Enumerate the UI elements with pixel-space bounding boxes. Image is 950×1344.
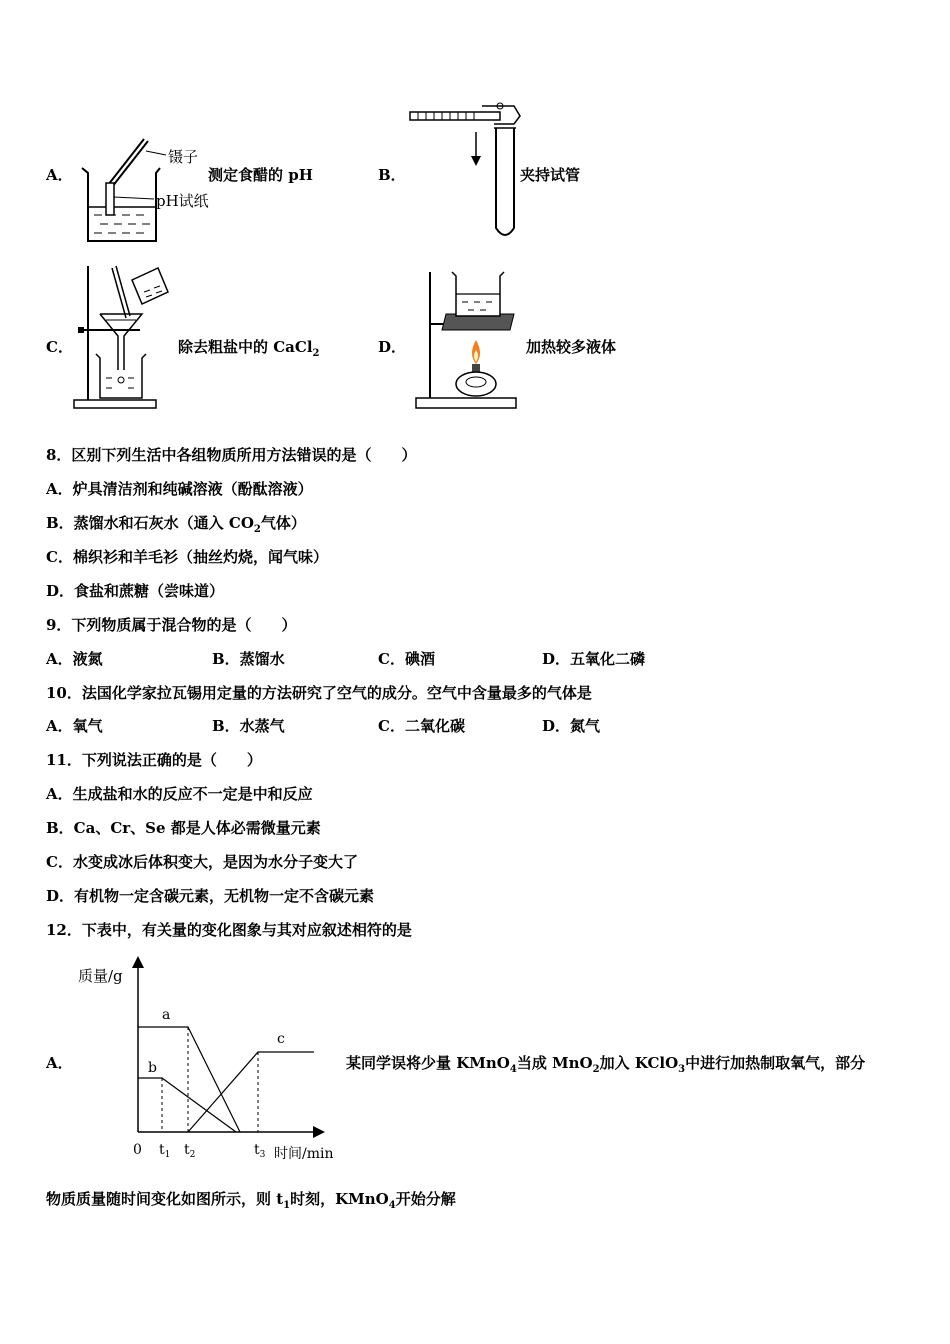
- q12-option-a-description: [346, 1054, 865, 1079]
- q9-stem: 9．下列物质属于混合物的是（ ）: [46, 616, 297, 634]
- series-a-label: a: [162, 1007, 171, 1023]
- t2-label: [184, 1142, 195, 1160]
- t1-label: [159, 1142, 170, 1160]
- t2-subscript: 2: [189, 1150, 196, 1160]
- q7-option-d-caption: 加热较多液体: [526, 338, 617, 356]
- t1-letter: t: [159, 1142, 165, 1158]
- desc2-sub-2: 4: [388, 1200, 396, 1211]
- q8-b-text-end: 气体）: [260, 514, 306, 532]
- heating-liquid-figure: [412, 266, 522, 414]
- series-a-line: [138, 1027, 240, 1132]
- t3-subscript: 3: [259, 1150, 266, 1160]
- q9-option-d: D．五氧化二磷: [542, 650, 646, 668]
- tweezers-label: 镊子: [168, 148, 199, 166]
- y-axis-label: 质量/g: [78, 967, 123, 985]
- desc2-part-1: 物质质量随时间变化如图所示，则 t: [46, 1190, 284, 1208]
- origin-label: 0: [133, 1142, 142, 1158]
- desc-sub-1: 4: [509, 1064, 517, 1075]
- q8-option-a: A．炉具清洁剂和纯碱溶液（酚酞溶液）: [46, 480, 313, 498]
- q12-option-a-letter: A．: [46, 1054, 73, 1072]
- t3-letter: t: [254, 1142, 260, 1158]
- q8-option-b: [46, 514, 306, 539]
- series-b-label: b: [148, 1060, 157, 1076]
- desc-sub-2: 2: [592, 1064, 600, 1075]
- q7-option-c-caption: [178, 338, 320, 363]
- q7-option-b-letter: B．: [378, 166, 406, 184]
- q10-option-b: B．水蒸气: [212, 717, 285, 735]
- mass-time-graph: [74, 955, 344, 1165]
- q8-b-subscript: 2: [253, 524, 261, 535]
- q11-stem: 11．下列说法正确的是（ ）: [46, 751, 262, 769]
- q12-stem: 12．下表中，有关量的变化图象与其对应叙述相符的是: [46, 921, 412, 939]
- series-b-line: [138, 1078, 236, 1132]
- desc2-sub-1: 1: [283, 1200, 291, 1211]
- q9-option-c: C．碘酒: [378, 650, 435, 668]
- q8-option-c: C．棉织衫和羊毛衫（抽丝灼烧，闻气味）: [46, 548, 328, 566]
- q11-option-b: B．Ca、Cr、Se 都是人体必需微量元素: [46, 819, 321, 837]
- q10-option-c: C．二氧化碳: [378, 717, 465, 735]
- series-c-label: c: [277, 1031, 285, 1047]
- q10-option-a: A．氧气: [46, 717, 103, 735]
- t3-label: [254, 1142, 266, 1160]
- q7-option-a-letter: A．: [46, 166, 73, 184]
- q7-option-c-letter: C．: [46, 338, 73, 356]
- t2-letter: t: [184, 1142, 190, 1158]
- desc-part-3: 加入 KClO: [599, 1054, 679, 1072]
- desc-part-1: 某同学误将少量 KMnO: [346, 1054, 510, 1072]
- desc2-part-3: 开始分解: [395, 1190, 456, 1208]
- q8-option-d: D．食盐和蔗糖（尝味道）: [46, 582, 225, 600]
- q7-option-a-caption: 测定食醋的 pH: [208, 166, 313, 184]
- t1-subscript: 1: [164, 1150, 171, 1160]
- q12-option-a-description-line2: [46, 1190, 456, 1215]
- caption-text: 除去粗盐中的 CaCl: [178, 338, 313, 356]
- q11-option-c: C．水变成冰后体积变大，是因为水分子变大了: [46, 853, 358, 871]
- q8-b-text: B．蒸馏水和石灰水（通入 CO: [46, 514, 254, 532]
- q9-option-b: B．蒸馏水: [212, 650, 285, 668]
- desc-part-2: 当成 MnO: [516, 1054, 593, 1072]
- q11-option-d: D．有机物一定含碳元素，无机物一定不含碳元素: [46, 887, 375, 905]
- desc-sub-3: 3: [678, 1064, 686, 1075]
- q7-option-b-caption: 夹持试管: [520, 166, 581, 184]
- filtration-figure: [70, 262, 180, 412]
- ph-paper-label: pH试纸: [156, 192, 209, 210]
- q8-stem: 8．区别下列生活中各组物质所用方法错误的是（ ）: [46, 446, 417, 464]
- q10-stem: 10．法国化学家拉瓦锡用定量的方法研究了空气的成分。空气中含量最多的气体是: [46, 684, 592, 702]
- x-axis-label: 时间/min: [274, 1146, 334, 1162]
- q11-option-a: A．生成盐和水的反应不一定是中和反应: [46, 785, 313, 803]
- q10-option-d: D．氮气: [542, 717, 601, 735]
- caption-subscript: 2: [312, 348, 320, 359]
- desc2-part-2: 时刻，KMnO: [290, 1190, 389, 1208]
- q7-option-d-letter: D．: [378, 338, 407, 356]
- q9-option-a: A．液氮: [46, 650, 103, 668]
- desc-part-4: 中进行加热制取氧气，部分: [685, 1054, 866, 1072]
- test-tube-holder-figure: [404, 98, 534, 246]
